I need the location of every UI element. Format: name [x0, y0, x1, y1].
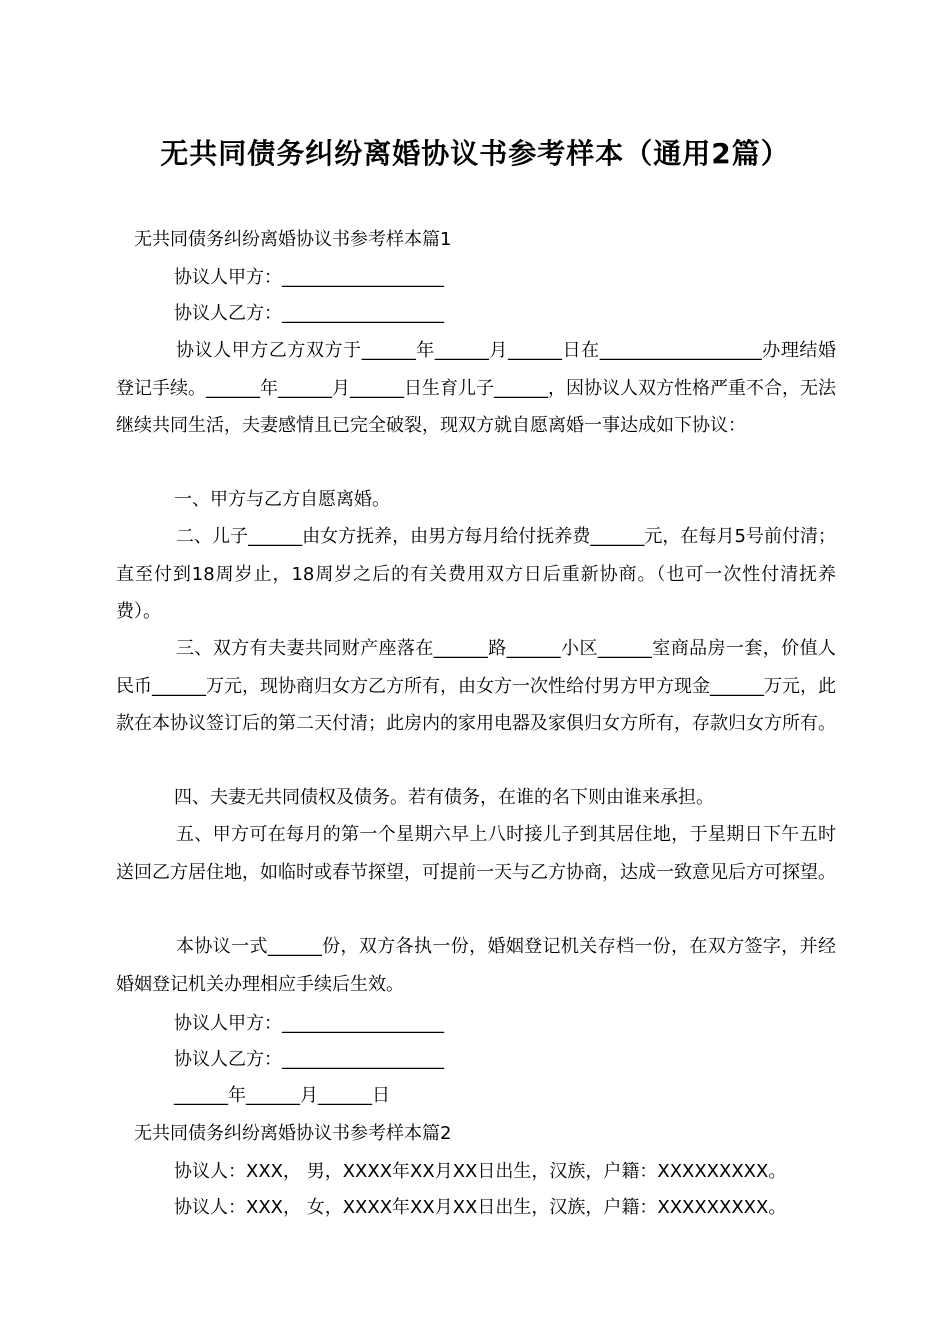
date-line: ______年______月______日	[174, 1085, 390, 1106]
intro-paragraph: 协议人甲方乙方双方于______年______月______日在__________________办理结婚登记手续。______年______月______日生育儿子______，因协议人双方性格严重不合，无法继续共同生活，夫妻感情且已完全破裂，现双方就自愿离婚一事达成如下协议：	[116, 340, 836, 436]
party-a-line: 协议人甲方：__________________	[174, 267, 444, 288]
party-b-line: 协议人乙方：__________________	[174, 303, 444, 324]
document-title: 无共同债务纠纷离婚协议书参考样本（通用2篇）	[160, 137, 790, 170]
clause-5: 五、甲方可在每月的第一个星期六早上八时接儿子到其居住地，于星期日下午五时送回乙方居住地，如临时或春节探望，可提前一天与乙方协商，达成一致意见后方可探望。	[116, 824, 836, 883]
person-2-line: 协议人：XXX， 女，XXXX年XX月XX日出生，汉族，户籍：XXXXXXXXX。	[174, 1197, 787, 1218]
section1-heading: 无共同债务纠纷离婚协议书参考样本篇1	[134, 229, 452, 250]
section2-heading: 无共同债务纠纷离婚协议书参考样本篇2	[134, 1123, 452, 1144]
signature-b-line: 协议人乙方：__________________	[174, 1049, 444, 1070]
clause-3: 三、双方有夫妻共同财产座落在______路______小区______室商品房一套，价值人民币______万元，现协商归女方乙方所有，由女方一次性给付男方甲方现金______万元，此款在本协议签订后的第二天付清；此房内的家用电器及家俱归女方所有，存款归女方所有。	[116, 638, 836, 734]
signature-a-line: 协议人甲方：__________________	[174, 1013, 444, 1034]
clause-1: 一、甲方与乙方自愿离婚。	[174, 489, 390, 510]
person-1-line: 协议人：XXX， 男，XXXX年XX月XX日出生，汉族，户籍：XXXXXXXXX。	[174, 1161, 787, 1182]
clause-2: 二、儿子______由女方抚养，由男方每月给付抚养费______元，在每月5号前付清；直至付到18周岁止，18周岁之后的有关费用双方日后重新协商。（也可一次性付清抚养费）。	[116, 526, 836, 622]
clause-4: 四、夫妻无共同债权及债务。若有债务，在谁的名下则由谁来承担。	[174, 787, 714, 808]
effect-paragraph: 本协议一式______份，双方各执一份，婚姻登记机关存档一份，在双方签字，并经婚姻登记机关办理相应手续后生效。	[116, 936, 836, 995]
